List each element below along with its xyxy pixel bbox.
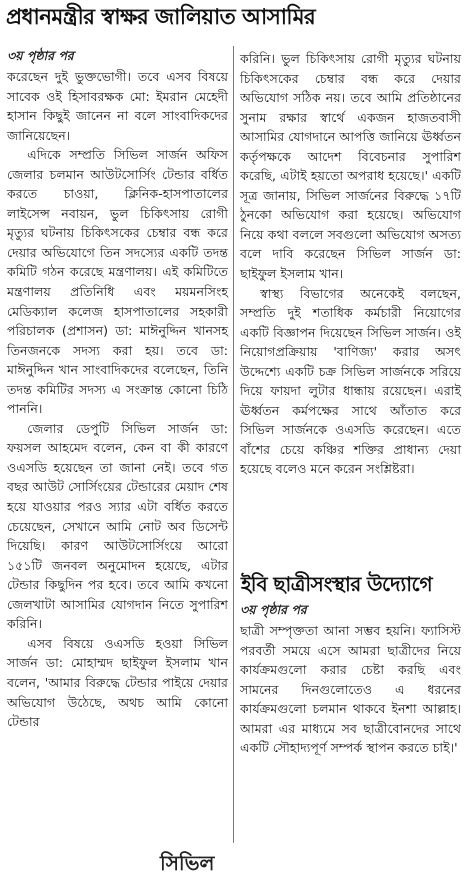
column-divider [233, 46, 234, 843]
second-story-headline: ইবি ছাত্রীসংস্থার উদ্যোগে [241, 572, 433, 596]
body-paragraph: করেছেন দুই ভুক্তভোগী। তবে এসব বিষয়ে সাবেক ওই হিসাবরক্ষক মো: ইমরান মেহেদী হাসান কিছুই জানেন না বলে সাংবাদিকদের জানিয়েছেন। [7, 69, 228, 143]
body-paragraph: জেলার ডেপুটি সিভিল সার্জন ডা: ফয়সল আহমেদ বলেন, কেন বা কী কারণে ওএসডি হয়েছেন তা জানা নেই। তবে গত বছর আউট সোর্সিংয়ের টেন্ডারের মেয়াদ শেষ হয়ে যাওয়ার পরও স্যার এটা বর্ধিত করতে চেয়েছেন, সেখানে আমি নোট অব ডিসেন্ট দিয়েছি। কারণ আউটসোর্সিংয়ে আরো ১৫১টি জনবল অনুমোদন হয়েছে, এটার টেন্ডার কিছুদিন পর হবে। তবে আমি কখনো জেলখাটা আসামির যোগদান নিতে সুপারিশ করিনি। [7, 420, 228, 632]
page-headline: প্রধানমন্ত্রীর স্বাক্ষর জালিয়াত আসামির [6, 5, 316, 30]
body-paragraph: ছাত্রী সম্পৃক্ততা আনা সম্ভব হয়নি। ফ্যাসিস্ট পরবর্তী সময়ে এসে আমরা ছাত্রীদের নিয়ে কার্যক্রমগুলো করার চেষ্টা করছি এবং সামনের দিনগুলোতেও এ ধরনের কার্যক্রমগুলো চলমান থাকবে ইনশা আল্লাহ। আমরা এর মাধ্যমে সব ছাত্রীবোনদের সাথে একটি সৌহাদ্যপূর্ণ সম্পর্ক স্থাপন করতে চাই।' [240, 623, 461, 756]
jump-reference: ৩য় পৃষ্ঠার পর [7, 48, 74, 63]
body-paragraph: এদিকে সম্প্রতি সিভিল সার্জন অফিস জেলার চলমান আউটসোর্সিং টেন্ডার বর্ধিত করতে চাওয়া, ক্লিনিক-হাসপাতালের লাইসেন্স নবায়ন, ভুল চিকিৎসায় রোগী মৃত্যুর ঘটনায় চিকিৎসকের চেম্বার বন্ধ করে দেয়ার অভিযোগে তিন সদস্যের একটি তদন্ত কমিটি গঠন করেছে মন্ত্রণালয়। এই কমিটিতে মন্ত্রণালয় প্রতিনিধি এবং ময়মনসিংহ মেডিক্যাল কলেজ হাসপাতালের সহকারী পরিচালক (প্রশাসন) ডা: মাঈনুদ্দিন খানসহ তিনজনকে সদস্য করা হয়। তবে ডা: মাঈনুদ্দিন খান সাংবাদিকদের বলেছেন, তিনি তদন্ত কমিটির সদস্য এ সংক্রান্ত কোনো চিঠি পাননি। [7, 147, 228, 417]
body-paragraph: করিনি। ভুল চিকিৎসায় রোগী মৃত্যুর ঘটনায় চিকিৎসকের চেম্বার বন্ধ করে দেয়ার অভিযোগ সঠিক নয়। তবে আমি প্রতিষ্ঠানের সুনাম রক্ষার স্বার্থে একজন হাজতবাসী আসামির যোগদানে আপত্তি জানিয়ে ঊর্ধ্বতন কর্তৃপক্ষকে আদেশ বিবেচনার সুপারিশ করেছি, এটাই হয়তো অপরাধ হয়েছে।' একটি সূত্র জানায়, সিভিল সার্জনের বিরুদ্ধে ১৭টি ঠুনকো অভিযোগ করা হয়েছে। অভিযোগ নিয়ে কথা বললে সবগুলো অভিযোগ অসত্য বলে দাবি করেছেন সিভিল সার্জন ডা: ছাইফুল ইসলাম খান। [240, 51, 461, 282]
left-column [7, 48, 228, 732]
body-paragraph: স্বাস্থ্য বিভাগের অনেকেই বলছেন, সম্প্রতি দুই শতাধিক কর্মচারী নিয়োগের একটি বিজ্ঞাপন দিয়েছেন সিভিল সার্জন। ওই নিয়োগপ্রক্রিয়ায় 'বাণিজ্য' করার অসৎ উদ্দেশ্যে একটি চক্র সিভিল সার্জনকে সরিয়ে দিয়ে ফায়দা লুটার ধান্ধায় রয়েছেন। এরাই ঊর্ধ্বতন কর্মপক্ষের সাথে আঁতাত করে সিভিল সার্জনকে ওএসডি করেছেন। এতে বাঁশের চেয়ে কঞ্চির শক্তির প্রাধান্য দেয়া হয়েছে বলেও মনে করেন সংশ্লিষ্টরা। [240, 285, 461, 477]
second-story-body [240, 602, 461, 758]
body-paragraph: এসব বিষয়ে ওএসডি হওয়া সিভিল সার্জন ডা: মোহাম্মদ ছাইফুল ইসলাম খান বলেন, 'আমার বিরুদ্ধে টেন্ডার পাইয়ে দেয়ার অভিযোগ উঠেছে, অথচ আমি কোনো টেন্ডার [7, 635, 228, 730]
cut-off-headline: সিভিল [160, 851, 215, 875]
jump-reference: ৩য় পৃষ্ঠার পর [240, 602, 307, 617]
right-column [240, 49, 461, 479]
